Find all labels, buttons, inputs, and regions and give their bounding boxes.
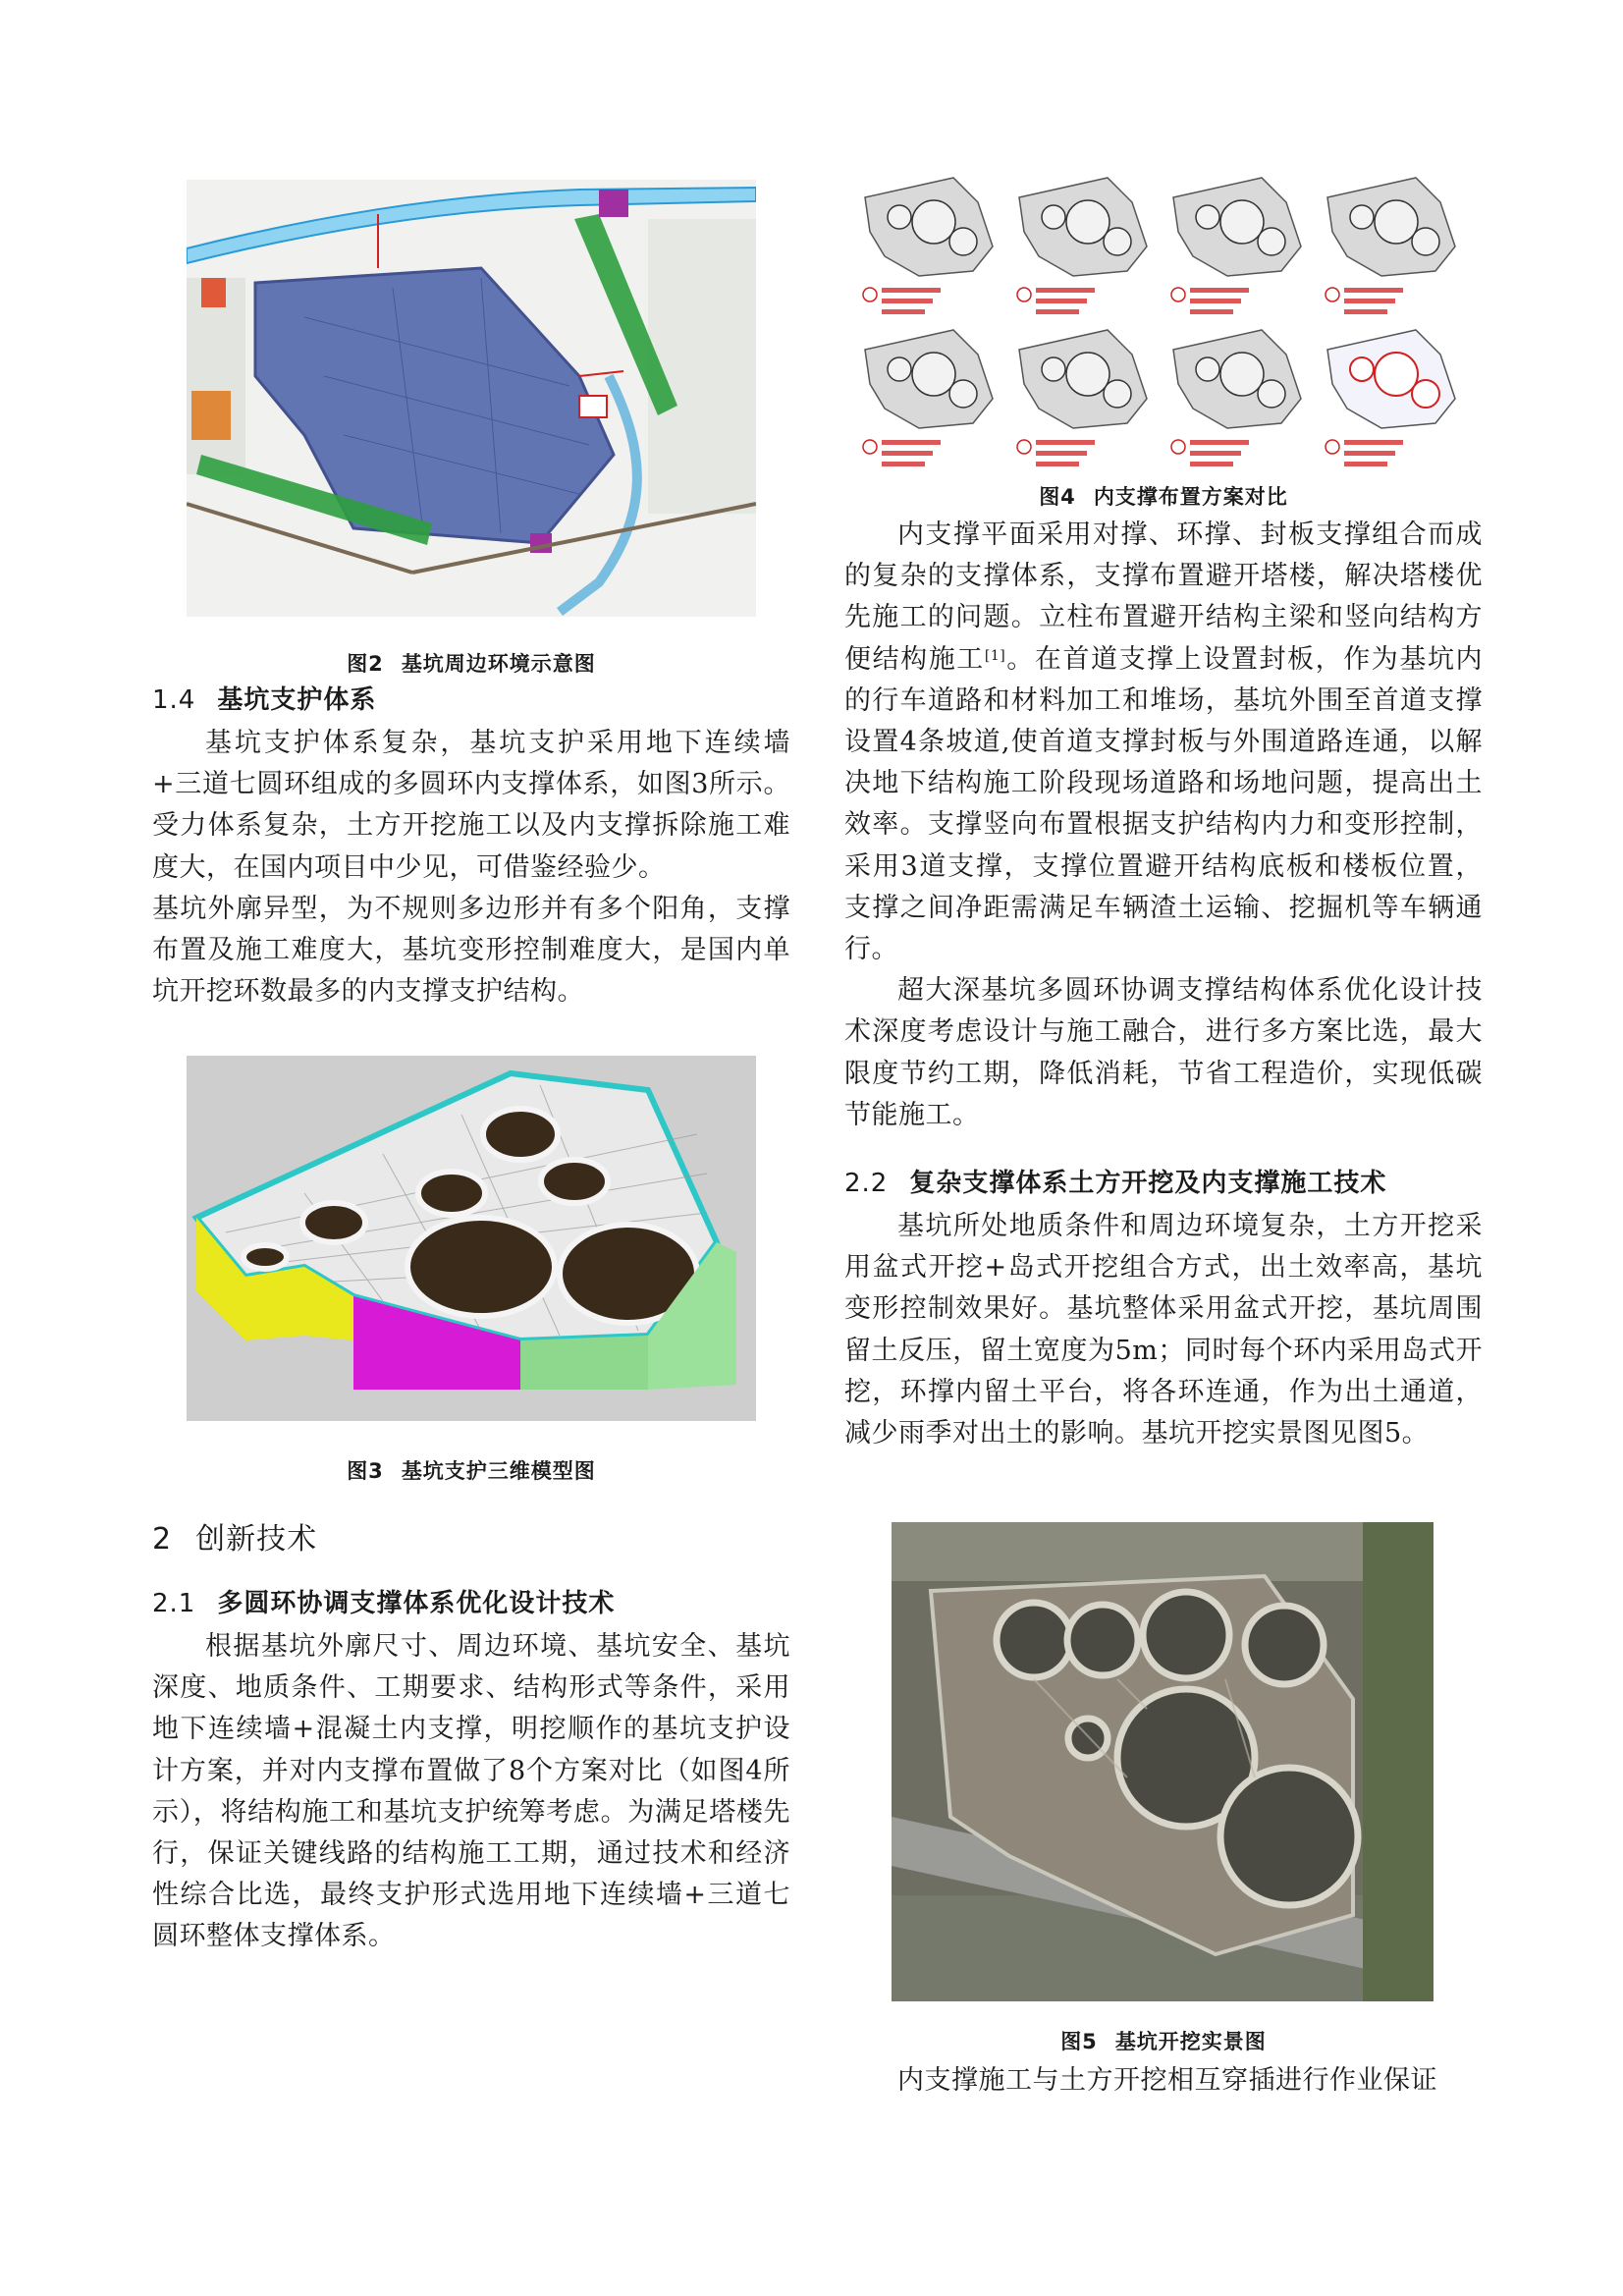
section-2-2 (844, 1165, 1483, 1454)
section-heading (844, 1165, 1483, 1202)
section-title: 基坑支护体系 (217, 685, 377, 715)
body-paragraph (844, 515, 1483, 970)
figure-label: 图2 (347, 652, 384, 676)
scheme-thumbnail (863, 178, 993, 314)
body-paragraph: 内支撑施工与土方开挖相互穿插进行作业保证 (897, 2065, 1437, 2096)
figure-label: 图5 (1060, 2030, 1098, 2053)
support-3d-model-image (187, 1056, 756, 1421)
section-number: 1.4 (152, 685, 196, 715)
right-body-text (844, 515, 1483, 1136)
section-title: 复杂支撑体系土方开挖及内支撑施工技术 (909, 1169, 1387, 1198)
paragraph-text: 。在首道支撑上设置封板，作为基坑内的行车道路和材料加工和堆场，基坑外围至首道支撑设置4条坡道,使首道支撑封板与外围道路连通，以解决地下结构施工阶段现场道路和场地问题，提高出土效率。支撑竖向布置根据支护结构内力和变形控制，采用3道支撑，支撑位置避开结构底板和楼板位置，支撑之间净距需满足车辆渣土运输、挖掘机等车辆通行。 (844, 643, 1484, 965)
section-heading (152, 1585, 790, 1622)
section-2-1 (152, 1585, 790, 1958)
body-paragraph: 基坑外廓异型，为不规则多边形并有多个阳角，支撑布置及施工难度大，基坑变形控制难度大，是国内单坑开挖环数最多的内支撑支护结构。 (152, 893, 790, 1008)
figure-label: 图3 (347, 1459, 384, 1483)
aerial-photo-image (892, 1522, 1434, 2001)
section-number: 2 (152, 1522, 173, 1557)
scheme-thumbnail (1171, 178, 1301, 314)
figure-5-excavation-photo (892, 1522, 1434, 2001)
figure-4-caption (844, 481, 1483, 511)
figure-caption-text: 基坑周边环境示意图 (401, 652, 596, 676)
paragraph-text: 内支撑平面采用对撑、环撑、封板支撑组合而成的复杂的支撑体系，支撑布置避开塔楼，解决塔楼优先施工的问题。立柱布置避开结构主梁和竖向结构方便结构施工 (844, 519, 1483, 675)
citation-ref: [1] (984, 647, 1006, 664)
section-1-4 (152, 682, 790, 1012)
scheme-thumbnails (863, 178, 1455, 466)
scheme-thumbnail (1171, 330, 1301, 466)
figure-caption-text: 内支撑布置方案对比 (1093, 485, 1288, 509)
figure-2-caption (152, 648, 790, 678)
section-title: 创新技术 (195, 1522, 318, 1557)
body-paragraph: 基坑支护体系复杂，基坑支护采用地下连续墙+三道七圆环组成的多圆环内支撑体系，如图3所示。受力体系复杂，土方开挖施工以及内支撑拆除施工难度大，在国内项目中少见，可借鉴经验少。 (152, 728, 790, 883)
site-map-image (187, 180, 756, 617)
right-body-text-continued (844, 2060, 1483, 2102)
scheme-thumbnail (1325, 178, 1455, 314)
scheme-thumbnail (863, 330, 993, 466)
body-paragraph: 超大深基坑多圆环协调支撑结构体系优化设计技术深度考虑设计与施工融合，进行多方案比选，最大限度节约工期，降低消耗，节省工程造价，实现低碳节能施工。 (844, 975, 1483, 1130)
body-paragraph: 根据基坑外廓尺寸、周边环境、基坑安全、基坑深度、地质条件、工期要求、结构形式等条件，采用地下连续墙+混凝土内支撑，明挖顺作的基坑支护设计方案，并对内支撑布置做了8个方案对比（如图4所示），将结构施工和基坑支护统筹考虑。为满足塔楼先行，保证关键线路的结构施工工期，通过技术和经济性综合比选，最终支护形式选用地下连续墙+三道七圆环整体支撑体系。 (152, 1631, 790, 1952)
figure-caption-text: 基坑支护三维模型图 (401, 1459, 596, 1483)
figure-label: 图4 (1039, 485, 1076, 509)
scheme-thumbnail (1325, 330, 1455, 466)
section-title: 多圆环协调支撑体系优化设计技术 (217, 1589, 616, 1618)
section-heading (152, 1518, 790, 1561)
figure-2-site-environment-map (187, 180, 756, 617)
figure-caption-text: 基坑开挖实景图 (1114, 2030, 1267, 2053)
section-2 (152, 1518, 790, 1561)
body-paragraph: 基坑所处地质条件和周边环境复杂，土方开挖采用盆式开挖+岛式开挖组合方式，出土效率高，基坑变形控制效果好。基坑整体采用盆式开挖，基坑周围留土反压，留土宽度为5m；同时每个环内采用岛式开挖，环撑内留土平台，将各环连通，作为出土通道，减少雨季对出土的影响。基坑开挖实景图见图5。 (844, 1211, 1483, 1449)
scheme-thumbnail (1017, 330, 1147, 466)
figure-3-caption (152, 1455, 790, 1485)
section-heading (152, 682, 790, 719)
figure-3-3d-model (187, 1056, 756, 1421)
section-number: 2.2 (844, 1169, 889, 1198)
figure-5-caption (844, 2026, 1483, 2055)
scheme-thumbnail (1017, 178, 1147, 314)
figure-4-support-layout-comparison (854, 169, 1473, 473)
section-number: 2.1 (152, 1589, 196, 1618)
support-scheme-grid-image (854, 169, 1473, 473)
